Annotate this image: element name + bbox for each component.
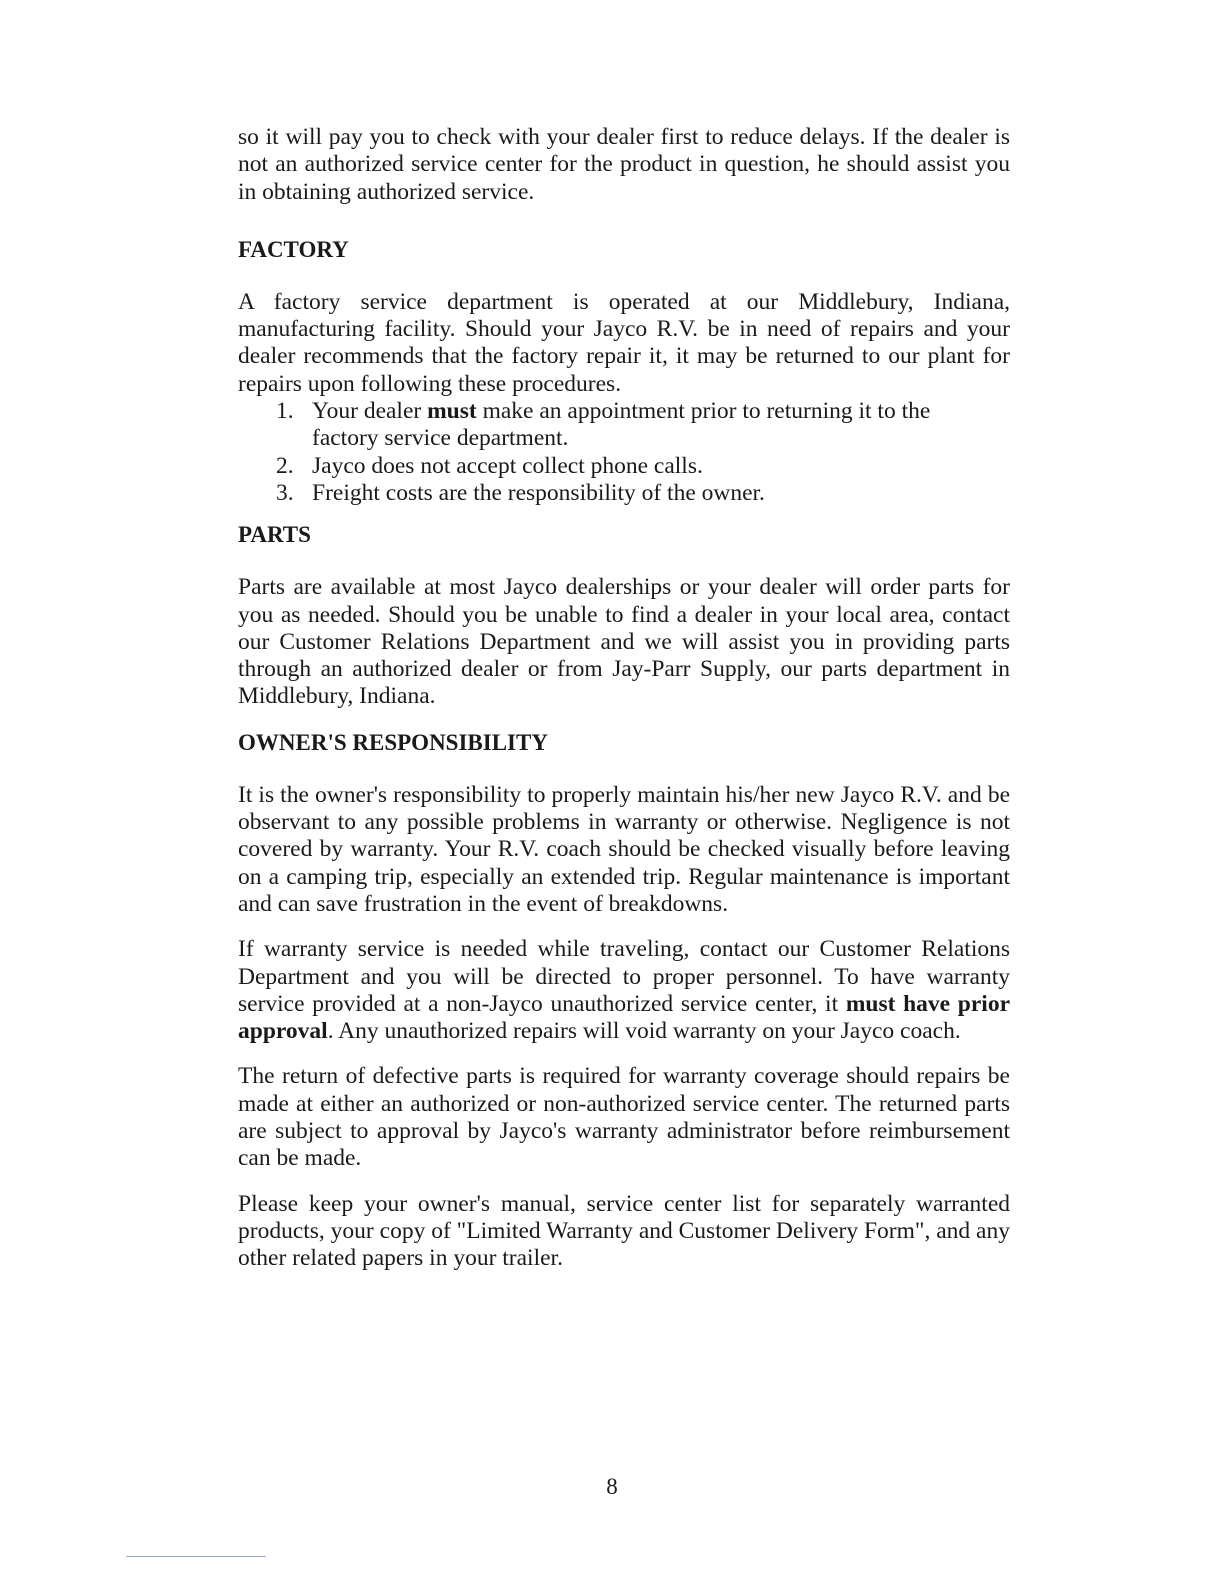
factory-heading: FACTORY — [238, 236, 349, 262]
list-item-number: 1. — [276, 398, 294, 425]
scan-edge-divider — [126, 1556, 266, 1557]
owner-responsibility-heading: OWNER'S RESPONSIBILITY — [238, 729, 548, 755]
list-item-number: 2. — [276, 452, 294, 479]
prior-approval-emphasis: must have prior approval — [238, 990, 1011, 1045]
owner-paragraph-defective-parts: The return of defective parts is required for warranty coverage should repairs be made at either an authorized or non-authorized service center. The returned parts are subject to approval by Jayco's warranty administrator before reimbursement can be made. — [238, 1063, 1010, 1172]
parts-heading: PARTS — [238, 522, 311, 548]
list-item — [238, 453, 972, 480]
owner-paragraph-maintenance: It is the owner's responsibility to properly maintain his/her new Jayco R.V. and be observant to any possible problems in warranty or otherwise. Negligence is not covered by warranty. Your R.V. coach should be checked visually before leaving on a camping trip, especially an extended trip. Regular maintenance is important and can save frustration in the event of breakdowns. — [238, 781, 1010, 917]
list-item-text: Your dealer — [312, 398, 428, 425]
parts-paragraph: Parts are available at most Jayco dealerships or your dealer will order parts for you as needed. Should you be unable to find a dealer in your local area, contact our Customer Relations Department and we will assist you in providing parts through an authorized dealer or from Jay-Parr Supply, our parts department in Middlebury, Indiana. — [238, 574, 1010, 710]
list-item — [238, 398, 972, 453]
factory-procedure-list — [238, 398, 1010, 507]
factory-paragraph: A factory service department is operated at our Middlebury, Indiana, manufacturing facility. Should your Jayco R.V. be in need of repairs and your dealer recommends that the factory repair it, it may be returned to our plant for repairs upon following these procedures. — [238, 288, 1010, 397]
list-item-emphasis: must — [427, 398, 477, 425]
page-number: 8 — [606, 1474, 618, 1499]
intro-paragraph: so it will pay you to check with your dealer first to reduce delays. If the dealer is not an authorized service center for the product in question, he should assist you in obtaining authorized service. — [238, 124, 1010, 205]
list-item-text: make an appointment prior to returning it to the factory service department. — [312, 398, 931, 452]
owner-paragraph-text: If warranty service is needed while traveling, contact our Customer Relations Department and you will be directed to proper personnel. To have warranty service provided at a non-Jayco unauthorized service center, it — [238, 936, 1010, 1017]
list-item-number: 3. — [276, 479, 294, 506]
owner-paragraph-text: . Any unauthorized repairs will void warranty on your Jayco coach. — [327, 1018, 961, 1045]
list-item — [238, 480, 972, 507]
list-item-text: Jayco does not accept collect phone calls. — [312, 452, 703, 479]
list-item-text: Freight costs are the responsibility of the owner. — [312, 479, 765, 506]
page-content — [238, 124, 1010, 1273]
owner-paragraph-warranty-service — [238, 936, 1010, 1045]
owner-paragraph-keep-documents: Please keep your owner's manual, service center list for separately warranted products, your copy of "Limited Warranty and Customer Delivery Form", and any other related papers in your trailer. — [238, 1190, 1010, 1272]
